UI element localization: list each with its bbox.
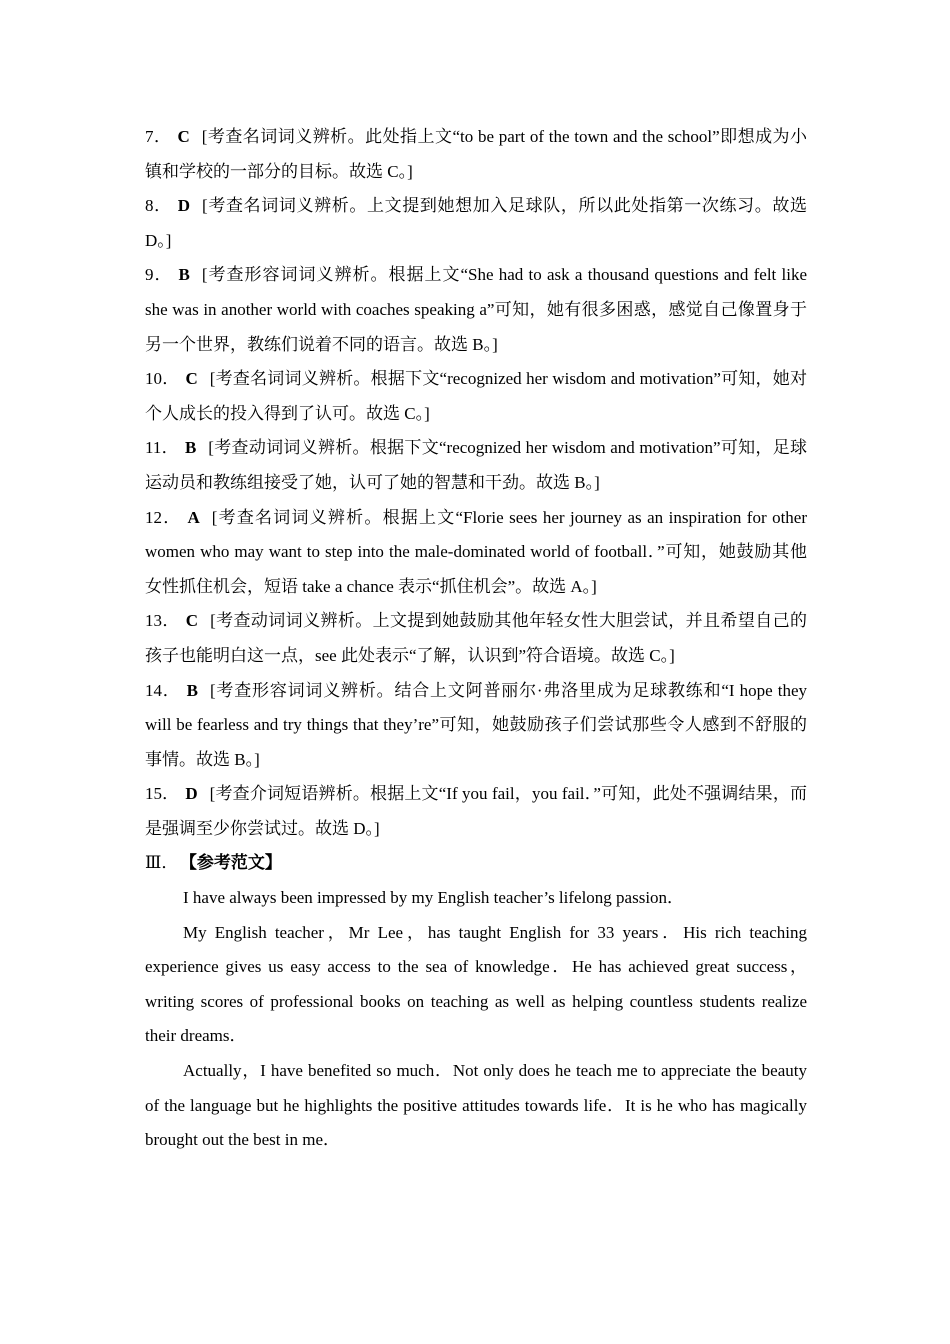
essay-paragraph-2: My English teacher，Mr Lee，has taught English for 33 years．His rich teaching experience gives us easy access to the sea of knowledge．He has achieved great success，writing scores of professional books on teaching as well as helping countless students realize their dreams． — [145, 922, 807, 1046]
answer-item-7 — [145, 120, 807, 189]
answer-item-10 — [145, 362, 807, 431]
question-number: 13． — [145, 611, 180, 631]
essay-paragraph-1: I have always been impressed by my English teacher’s lifelong passion． — [183, 888, 685, 908]
answer-item-14 — [145, 674, 807, 778]
question-number: 12． — [145, 507, 182, 527]
answer-item-15 — [145, 777, 807, 846]
section-numeral: Ⅲ． — [145, 853, 179, 873]
section-label: 【参考范文】 — [188, 853, 282, 873]
explanation-text: [考查名词词义辨析。此处指上文“to be part of the town and the school”即想成为小镇和学校的一部分的目标。故选 C。] — [145, 127, 808, 181]
question-number: 11． — [145, 438, 179, 458]
question-number: 8． — [145, 196, 172, 216]
explanation-text: [考查形容词词义辨析。结合上文阿普丽尔·弗洛里成为足球教练和“I hope they will be fearless and try things that they’re”可知，她鼓励孩子们尝试那些令人感到不舒服的事情。故选 B。] — [145, 680, 808, 769]
essay-paragraph-3: Actually，I have benefited so much．Not only does he teach me to appreciate the beauty of the language but he highlights the positive attitudes towards life．It is he who has magically brought out the best in me． — [145, 1061, 807, 1150]
document-page — [145, 120, 807, 1158]
explanation-text: [考查介词短语辨析。根据上文“If you fail，you fail．”可知，此处不强调结果，而是强调至少你尝试过。故选 D。] — [145, 784, 808, 838]
answer-letter: B — [186, 680, 198, 700]
question-number: 7． — [145, 127, 172, 146]
answer-letter: B — [178, 265, 190, 285]
explanation-text: [考查名词词义辨析。根据上文“Florie sees her journey as an inspiration for other women who may want to step into the male-dominated world of football．”可知，她鼓励其他女性抓住机会，短语 take a chance 表示“抓住机会”。故选 A。] — [145, 507, 808, 596]
answer-letter: C — [185, 611, 199, 631]
answer-item-12 — [145, 501, 807, 605]
answer-item-11 — [145, 431, 807, 500]
section-heading — [145, 846, 807, 881]
explanation-text: [考查形容词词义辨析。根据上文“She had to ask a thousand questions and felt like she was in another world with coaches speaking a”可知，她有很多困惑，感觉自己像置身于另一个世界，教练们说着不同的语言。故选 B。] — [145, 265, 807, 354]
explanation-text: [考查名词词义辨析。上文提到她想加入足球队，所以此处指第一次练习。故选 D。] — [145, 196, 808, 250]
answer-item-9 — [145, 258, 807, 362]
answer-item-13 — [145, 604, 807, 673]
question-number: 9． — [145, 265, 173, 285]
answer-letter: C — [185, 369, 198, 389]
answer-letter: A — [187, 507, 200, 527]
explanation-text: [考查动词词义辨析。上文提到她鼓励其他年轻女性大胆尝试，并且希望自己的孩子也能明白这一点，see 此处表示“了解，认识到”符合语境。故选 C。] — [145, 611, 807, 665]
explanation-text: [考查动词词义辨析。根据下文“recognized her wisdom and motivation”可知，足球运动员和教练组接受了她，认可了她的智慧和干劲。故选 B。] — [145, 438, 807, 492]
answer-item-8 — [145, 189, 807, 258]
question-number: 14． — [145, 680, 181, 700]
question-number: 10． — [145, 369, 180, 389]
answer-letter: D — [177, 196, 191, 216]
question-number: 15． — [145, 784, 180, 804]
explanation-text: [考查名词词义辨析。根据下文“recognized her wisdom and motivation”可知，她对个人成长的投入得到了认可。故选 C。] — [145, 369, 807, 423]
answer-letter: D — [185, 784, 198, 804]
answer-letter: C — [177, 127, 190, 146]
answer-letter: B — [184, 438, 197, 458]
